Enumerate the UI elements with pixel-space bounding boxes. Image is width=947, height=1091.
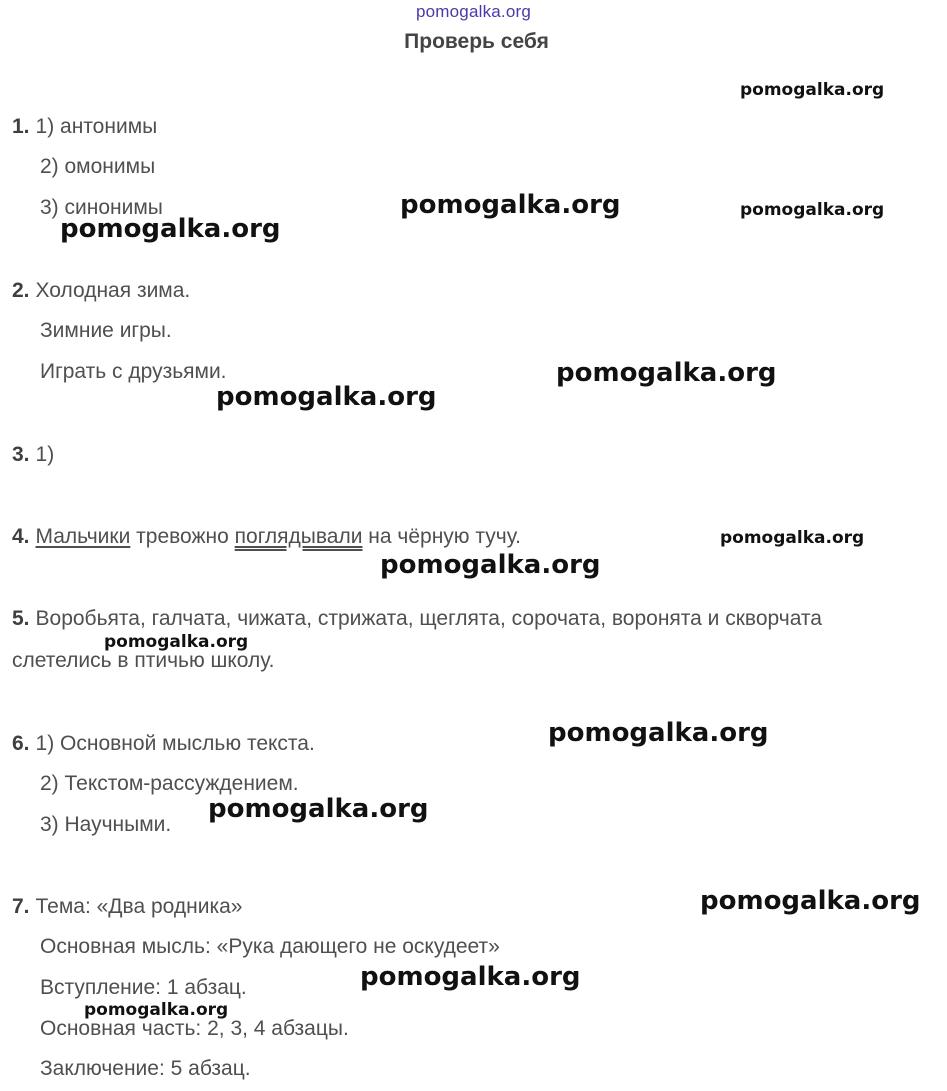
sentence-text: на чёрную тучу. bbox=[362, 525, 521, 548]
task-text: Холодная зима. bbox=[35, 279, 191, 302]
task-number: 1. bbox=[12, 115, 30, 138]
task-2-line-3: Играть с друзьями. bbox=[40, 360, 227, 383]
task-7-line-1 bbox=[12, 894, 242, 920]
task-6-line-3: 3) Научными. bbox=[40, 813, 172, 836]
task-text: 1) bbox=[35, 443, 55, 466]
watermark: pomogalka.org bbox=[216, 382, 437, 412]
task-text: Воробьята, галчата, чижата, стрижата, щеглята, сорочата, воронята и скворчата bbox=[35, 607, 822, 630]
watermark: pomogalka.org bbox=[700, 886, 921, 916]
task-7-line-4: Основная часть: 2, 3, 4 абзацы. bbox=[40, 1017, 349, 1040]
task-text: Тема: «Два родника» bbox=[35, 895, 243, 918]
task-number: 7. bbox=[12, 895, 30, 918]
watermark: pomogalka.org bbox=[208, 794, 429, 824]
watermark: pomogalka.org bbox=[720, 528, 865, 548]
task-1-line-3: 3) синонимы bbox=[40, 196, 163, 219]
watermark: pomogalka.org bbox=[740, 80, 885, 100]
watermark: pomogalka.org bbox=[400, 190, 621, 220]
task-number: 5. bbox=[12, 607, 30, 630]
watermark: pomogalka.org bbox=[556, 358, 777, 388]
task-6-line-1 bbox=[12, 731, 315, 757]
sentence-text: тревожно bbox=[130, 525, 235, 548]
task-5-line-2: слетелись в птичью школу. bbox=[12, 649, 275, 672]
task-5-line-1 bbox=[12, 606, 822, 632]
page-title: Проверь себя bbox=[404, 30, 549, 53]
watermark: pomogalka.org bbox=[84, 1000, 229, 1020]
watermark: pomogalka.org bbox=[360, 962, 581, 992]
task-number: 3. bbox=[12, 443, 30, 466]
sentence-predicate: поглядывали bbox=[234, 525, 363, 548]
task-7-line-2: Основная мысль: «Рука дающего не оскудеет» bbox=[40, 935, 500, 958]
task-text: 1) антонимы bbox=[35, 115, 158, 138]
task-7-line-3: Вступление: 1 абзац. bbox=[40, 976, 247, 999]
task-2-line-2: Зимние игры. bbox=[40, 319, 172, 342]
sentence-subject: Мальчики bbox=[35, 525, 131, 548]
watermark: pomogalka.org bbox=[380, 550, 601, 580]
task-2-line-1 bbox=[12, 278, 190, 304]
watermark: pomogalka.org bbox=[740, 200, 885, 220]
task-7-line-5: Заключение: 5 абзац. bbox=[40, 1057, 251, 1080]
task-1-line-1 bbox=[12, 114, 157, 140]
watermark: pomogalka.org bbox=[548, 718, 769, 748]
site-link[interactable]: pomogalka.org bbox=[415, 2, 532, 21]
task-4-line-1 bbox=[12, 524, 521, 550]
task-text: 1) Основной мыслью текста. bbox=[35, 732, 315, 755]
watermark: pomogalka.org bbox=[104, 632, 249, 652]
task-3-line-1 bbox=[12, 442, 54, 468]
watermark: pomogalka.org bbox=[60, 214, 281, 244]
task-number: 6. bbox=[12, 732, 30, 755]
task-1-line-2: 2) омонимы bbox=[40, 155, 156, 178]
task-number: 4. bbox=[12, 525, 30, 548]
task-number: 2. bbox=[12, 279, 30, 302]
task-6-line-2: 2) Текстом-рассуждением. bbox=[40, 772, 299, 795]
